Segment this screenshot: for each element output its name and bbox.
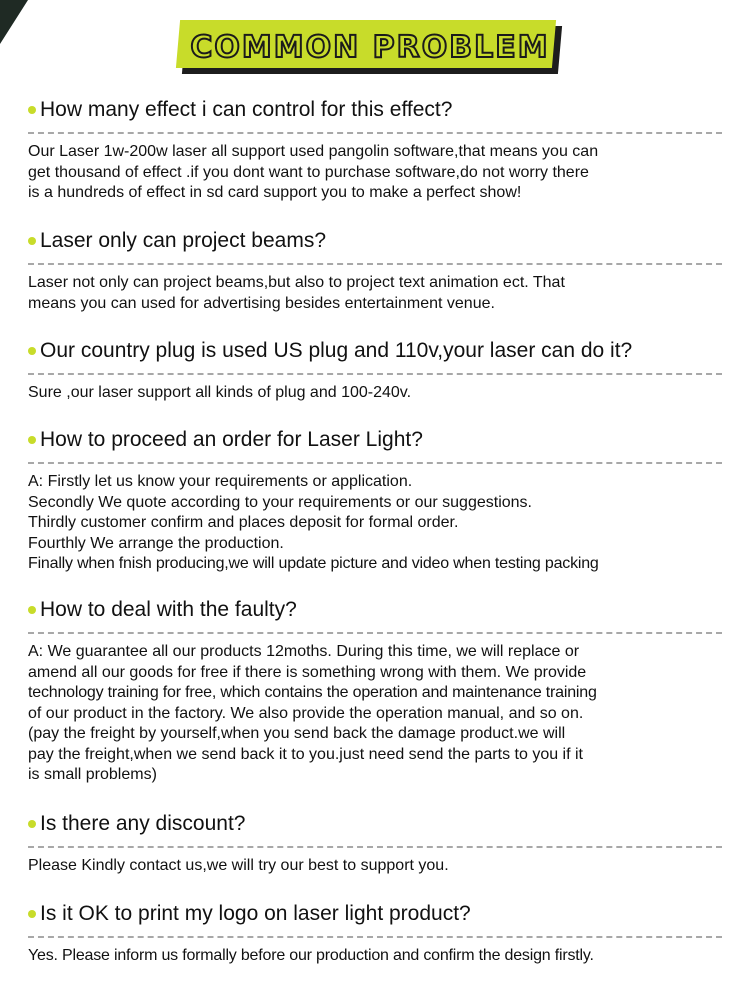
faq-answer [28, 856, 722, 877]
faq-question [28, 337, 722, 365]
faq-answer [28, 642, 722, 786]
question-text: How to proceed an order for Laser Light? [40, 428, 423, 451]
answer-line: of our product in the factory. We also provide the operation manual, and so on. [28, 704, 584, 722]
faq-answer [28, 383, 722, 404]
answer-line: is small problems) [28, 766, 157, 783]
answer-line: pay the freight,when we send back it to you.just need send the parts to you if it [28, 745, 583, 763]
faq-question [28, 596, 722, 624]
answer-line: get thousand of effect .if you dont want to purchase software,do not worry there [28, 163, 589, 181]
faq-answer [28, 142, 722, 204]
page-title: COMMON PROBLEM [190, 29, 550, 65]
bullet-icon [28, 606, 36, 614]
question-text: Is there any discount? [40, 812, 246, 835]
faq-item [28, 900, 722, 967]
faq-answer [28, 273, 722, 314]
answer-line: (pay the freight by yourself,when you send back the damage product.we will [28, 725, 566, 742]
answer-line: Please Kindly contact us,we will try our best to support you. [28, 857, 449, 874]
answer-line: A: We guarantee all our products 12moths. During this time, we will replace or [28, 643, 580, 660]
faq-item [28, 227, 722, 314]
dashed-divider [28, 846, 722, 848]
question-text: Is it OK to print my logo on laser light product? [40, 902, 471, 925]
bullet-icon [28, 347, 36, 355]
answer-line: means you can used for advertising besides entertainment venue. [28, 294, 495, 312]
bullet-icon [28, 820, 36, 828]
dashed-divider [28, 373, 722, 375]
faq-item [28, 96, 722, 204]
dashed-divider [28, 132, 722, 134]
faq-item [28, 426, 722, 575]
question-text: Our country plug is used US plug and 110v,your laser can do it? [40, 339, 633, 362]
dashed-divider [28, 936, 722, 938]
dashed-divider [28, 263, 722, 265]
answer-line: Our Laser 1w-200w laser all support used pangolin software,that means you can [28, 143, 599, 160]
question-text: How many effect i can control for this effect? [40, 98, 453, 121]
corner-decoration [0, 0, 28, 44]
faq-question [28, 810, 722, 838]
title-banner [178, 20, 562, 74]
bullet-icon [28, 436, 36, 444]
faq-answer [28, 472, 722, 575]
answer-line: is a hundreds of effect in sd card support you to make a perfect show! [28, 184, 522, 201]
answer-line: A: Firstly let us know your requirements or application. [28, 473, 413, 490]
answer-line: amend all our goods for free if there is something wrong with them. We provide [28, 663, 587, 681]
answer-line: technology training for free, which contains the operation and maintenance training [28, 684, 597, 701]
bullet-icon [28, 106, 36, 114]
bullet-icon [28, 910, 36, 918]
faq-item [28, 810, 722, 877]
dashed-divider [28, 632, 722, 634]
faq-answer [28, 946, 722, 967]
question-text: Laser only can project beams? [40, 229, 326, 252]
faq-question [28, 426, 722, 454]
answer-line: Laser not only can project beams,but also to project text animation ect. That [28, 274, 565, 291]
faq-question [28, 900, 722, 928]
answer-line: Fourthly We arrange the production. [28, 534, 284, 552]
question-text: How to deal with the faulty? [40, 598, 297, 621]
faq-question [28, 96, 722, 124]
answer-line: Thirdly customer confirm and places deposit for formal order. [28, 514, 459, 531]
faq-item [28, 596, 722, 786]
dashed-divider [28, 462, 722, 464]
faq-question [28, 227, 722, 255]
answer-line: Secondly We quote according to your requirements or our suggestions. [28, 493, 532, 511]
answer-line: Finally when fnish producing,we will update picture and video when testing packing [28, 555, 599, 572]
faq-item [28, 337, 722, 404]
answer-line: Yes. Please inform us formally before our production and confirm the design firstly. [28, 947, 594, 964]
bullet-icon [28, 237, 36, 245]
answer-line: Sure ,our laser support all kinds of plug and 100-240v. [28, 384, 412, 401]
